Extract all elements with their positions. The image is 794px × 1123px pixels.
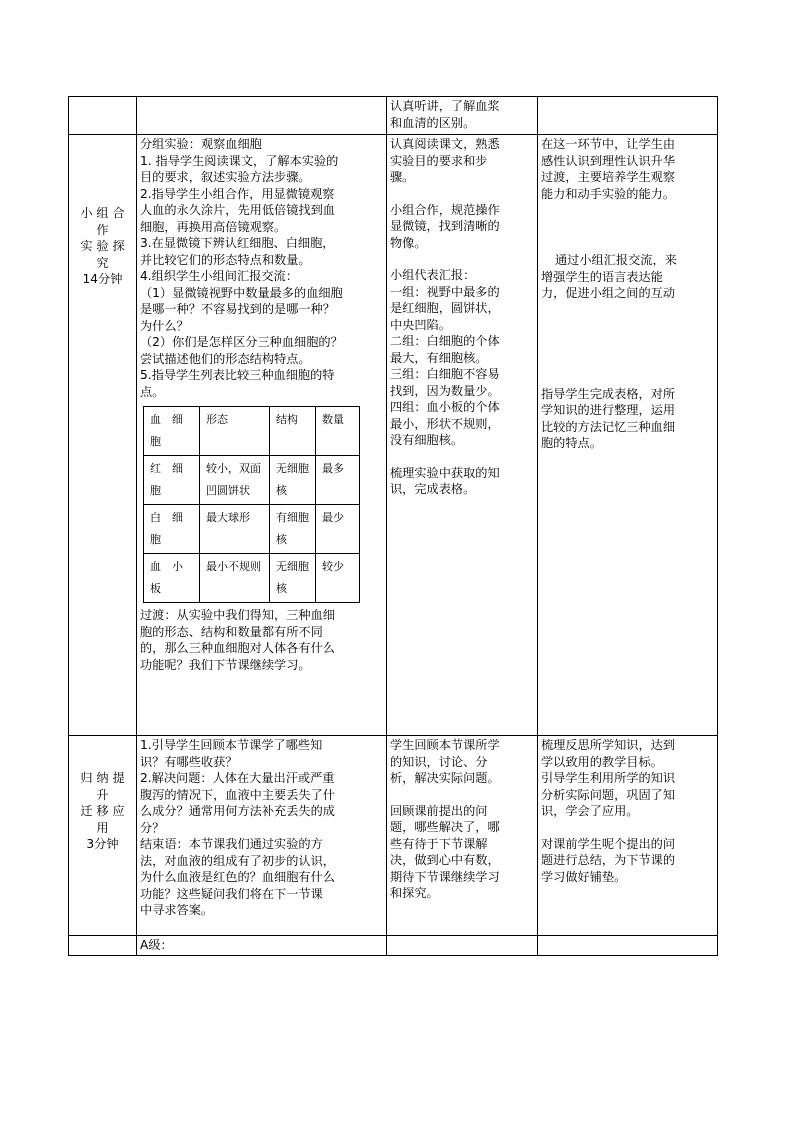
text-line: 的知识，讨论、分 (390, 754, 488, 769)
stage-label: 迁 移 应 (80, 804, 125, 818)
text-line: 找到，因为数量少。 (390, 383, 500, 398)
text-line: 1. 指导学生阅读课文，了解本实验的 (140, 153, 339, 168)
text-line: 梳理反思所学知识，达到 (541, 738, 676, 752)
text-line: 通过小组汇报交流，来 (555, 253, 677, 267)
text-line: 功能？这些疑问我们将在下一节课 (140, 886, 323, 901)
text-line: 引导学生利用所学的知识 (541, 771, 676, 785)
text-line: 胞的形态、结构和数量都有所不同 (140, 624, 323, 639)
teacher-activity-cell (137, 936, 387, 956)
text-line: 认真阅读课文，熟悉 (390, 137, 500, 151)
stage-label: 实 验 探 (80, 239, 125, 253)
text-line: 对课前学生呢个提出的问 (541, 836, 676, 851)
text-line: 小组合作，规范操作 (390, 202, 500, 217)
stage-label: 归 纳 提 (80, 771, 125, 785)
stage-label: 升 (96, 787, 109, 802)
text-line: 学习做好铺垫。 (541, 869, 627, 884)
table-cell: 最大球形 (200, 505, 270, 554)
text-line: 一组：视野中最多的 (390, 284, 500, 299)
text-line: 法，对血液的组成有了初步的认识， (140, 853, 335, 868)
text-line: 点。 (140, 384, 165, 399)
text-line: 5.指导学生列表比较三种血细胞的特 (140, 368, 335, 382)
text-line: 能力和动手实验的能力。 (541, 186, 676, 201)
table-cell: 白 细胞 (144, 505, 200, 554)
text-line: 小组代表汇报： (390, 268, 476, 282)
text-line: 决，做到心中有数， (390, 853, 500, 867)
table-cell: 较少 (316, 554, 360, 603)
text-line: （1）显微镜视野中数量最多的血细胞 (140, 285, 343, 300)
text-line: 为什么血液是红色的？血细胞有什么 (140, 870, 335, 884)
text-line: 物像。 (390, 235, 427, 250)
text-line: 中央凹陷。 (390, 317, 451, 332)
text-line: 是哪一种？不容易找到的是哪一种？ (140, 302, 335, 316)
text-line: 在这一环节中，让学生由 (541, 137, 676, 151)
text-line: 识？有哪些收获？ (140, 754, 238, 769)
design-intent-cell (538, 135, 718, 736)
text-line: （2）你们是怎样区分三种血细胞的？ (140, 335, 343, 349)
text-line: 目的要求，叙述实验方法步骤。 (140, 170, 311, 184)
text-line: 题进行总结，为下节课的 (541, 853, 676, 867)
text-line: 识，学会了应用。 (541, 804, 639, 818)
stage-cell (69, 736, 137, 936)
header-cell: 数量 (316, 407, 360, 456)
text-line: 过渡，主要培养学生观察 (541, 170, 676, 184)
text-line: 增强学生的语言表达能 (541, 269, 663, 284)
table-row (69, 936, 718, 956)
design-intent-cell (538, 736, 718, 936)
stage-duration: 14分钟 (82, 272, 123, 286)
header-cell: 结构 (270, 407, 316, 456)
table-header-row (144, 407, 360, 456)
table-cell: 无细胞核 (270, 554, 316, 603)
text-line: 认真听讲，了解血浆 (390, 99, 500, 113)
text-line: 题，哪些解决了，哪 (390, 820, 500, 834)
text-line: 功能呢？我们下节课继续学习。 (140, 657, 311, 672)
text-line: 识，完成表格。 (390, 482, 476, 496)
text-line: 最小，形状不规则， (390, 416, 500, 431)
text-line: 学生回顾本节课所学 (390, 738, 500, 752)
text-line: 2.解决问题：人体在大量出汗或严重 (140, 771, 335, 785)
table-row (69, 736, 718, 936)
stage-label: 用 (96, 820, 109, 835)
student-activity-cell (387, 936, 538, 956)
text-line: 没有细胞核。 (390, 433, 464, 447)
text-line: 梳理实验中获取的知 (390, 465, 500, 480)
table-row (69, 135, 718, 736)
text-line: 尝试描述他们的形态结构特点。 (140, 351, 311, 366)
text-line: 是红细胞，圆饼状， (390, 301, 500, 315)
text-line: 分？ (140, 820, 165, 835)
stage-cell (69, 97, 137, 135)
text-line: 析，解决实际问题。 (390, 771, 500, 785)
teacher-activity-cell (137, 97, 387, 135)
teacher-activity-cell (137, 135, 387, 736)
table-row (144, 505, 360, 554)
stage-label: 小 组 合 (80, 206, 125, 220)
design-intent-cell (538, 97, 718, 135)
text-line: 结束语：本节课我们通过实验的方 (140, 837, 323, 851)
text-line: 分析实际问题，巩固了知 (541, 787, 676, 802)
table-cell: 较小，双面凹圆饼状 (200, 456, 270, 505)
text-line: 3.在显微镜下辨认红细胞、白细胞， (140, 236, 335, 250)
lesson-plan-table (68, 96, 718, 956)
text-line: 最大，有细胞核。 (390, 350, 488, 365)
design-intent-cell (538, 936, 718, 956)
level-label: A级： (140, 938, 173, 952)
stage-duration: 3分钟 (86, 837, 119, 851)
text-line: 二组：白细胞的个体 (390, 334, 500, 348)
text-line: 比较的方法记忆三种血细 (541, 419, 676, 434)
text-line: 学知识的进行整理，运用 (541, 403, 676, 417)
text-line: 骤。 (390, 170, 415, 184)
text-line: 4.组织学生小组间汇报交流： (140, 269, 298, 283)
text-line: 和探究。 (390, 886, 439, 900)
text-line: 回顾课前提出的问 (390, 803, 488, 818)
text-line: 三组：白细胞不容易 (390, 367, 500, 381)
text-line: 和血清的区别。 (390, 115, 476, 130)
table-cell: 血 小板 (144, 554, 200, 603)
text-line: 的，那么三种血细胞对人体各有什么 (140, 641, 335, 655)
text-line: 力，促进小组之间的互动 (541, 286, 676, 300)
table-cell: 最小不规则 (200, 554, 270, 603)
table-row (144, 554, 360, 603)
text-line: 指导学生完成表格，对所 (541, 386, 676, 401)
student-activity-cell (387, 135, 538, 736)
text-line: 人血的永久涂片，先用低倍镜找到血 (140, 203, 335, 217)
stage-cell (69, 135, 137, 736)
text-line: 中寻求答案。 (140, 903, 214, 917)
text-line: 感性认识到理性认识升华 (541, 153, 676, 168)
text-line: 分组实验：观察血细胞 (140, 137, 262, 151)
text-line: 细胞，再换用高倍镜观察。 (140, 219, 287, 234)
table-cell: 最多 (316, 456, 360, 505)
header-cell: 血 细胞 (144, 407, 200, 456)
text-line: 胞的特点。 (541, 436, 602, 450)
text-line: 2.指导学生小组合作，用显微镜观察 (140, 186, 335, 201)
table-cell: 无细胞核 (270, 456, 316, 505)
text-line: 为什么？ (140, 318, 189, 333)
teacher-activity-cell (137, 736, 387, 936)
stage-cell (69, 936, 137, 956)
text-line: 1.引导学生回顾本节课学了哪些知 (140, 738, 323, 752)
table-cell: 红 细胞 (144, 456, 200, 505)
text-line: 实验目的要求和步 (390, 153, 488, 168)
text-line: 四组：血小板的个体 (390, 400, 500, 414)
table-row (69, 97, 718, 135)
table-cell: 最少 (316, 505, 360, 554)
text-line: 期待下节课继续学习 (390, 869, 500, 884)
student-activity-cell (387, 736, 538, 936)
text-line: 并比较它们的形态特点和数量。 (140, 252, 311, 267)
text-line: 腹泻的情况下，血液中主要丢失了什 (140, 787, 335, 802)
blood-cell-comparison-table (143, 406, 360, 603)
text-line: 学以致用的教学目标。 (541, 754, 663, 769)
text-line: 些有待于下节课解 (390, 836, 488, 851)
text-line: 么成分？通常用何方法补充丢失的成 (140, 804, 335, 818)
student-activity-cell (387, 97, 538, 135)
text-line: 过渡：从实验中我们得知，三种血细 (140, 608, 335, 622)
table-row (144, 456, 360, 505)
stage-label: 究 (96, 255, 109, 270)
header-cell: 形态 (200, 407, 270, 456)
table-cell: 有细胞核 (270, 505, 316, 554)
stage-label: 作 (96, 222, 109, 237)
text-line: 显微镜，找到清晰的 (390, 219, 500, 233)
